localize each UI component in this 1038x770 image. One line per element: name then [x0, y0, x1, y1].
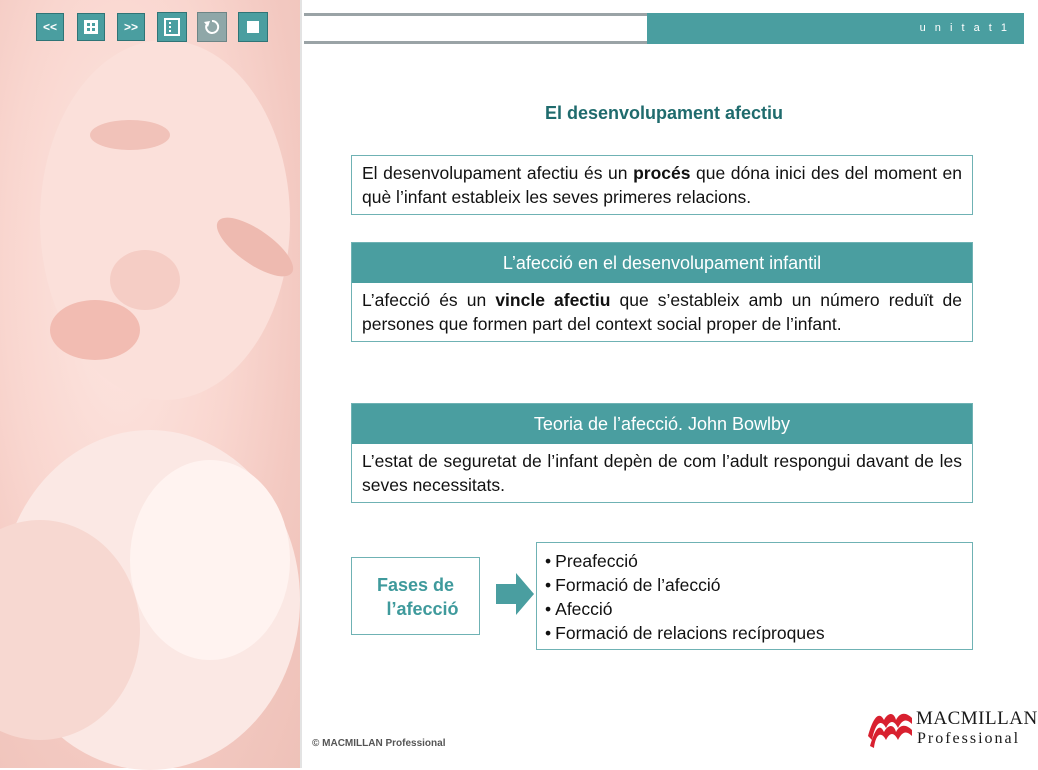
reload-icon — [203, 18, 221, 36]
unit-label: u n i t a t 1 — [919, 22, 1010, 34]
fases-label-line1: Fases de — [376, 575, 455, 595]
afeccio-box — [351, 242, 973, 342]
index-button[interactable] — [77, 13, 105, 41]
header-bar-right — [647, 13, 1024, 44]
fases-label-line2: l’afecció — [386, 599, 459, 619]
intro-text-bold: procés — [633, 163, 691, 183]
fases-label-box — [351, 557, 480, 635]
afeccio-heading: L’afecció en el desenvolupament infantil — [352, 243, 972, 283]
fases-list — [536, 542, 973, 650]
afeccio-text-pre: L’afecció és un — [362, 290, 496, 310]
menu-icon — [164, 18, 180, 36]
logo-text-sub: Professional — [917, 730, 1021, 747]
intro-box — [351, 155, 973, 215]
list-item: • Afecció — [545, 597, 964, 621]
list-item: • Preafecció — [545, 549, 964, 573]
intro-text-post: que dóna inici des del moment en què l’infant estableix les seves primeres relacions. — [362, 163, 962, 207]
page-title: El desenvolupament afectiu — [544, 103, 784, 123]
copyright-text: © MACMILLAN Professional — [312, 738, 446, 749]
afeccio-text-bold: vincle afectiu — [495, 290, 611, 310]
intro-text-pre: El desenvolupament afectiu és un — [362, 163, 634, 183]
previous-icon: << — [42, 20, 57, 34]
arrow-right-icon — [496, 573, 534, 615]
intro-text — [352, 156, 972, 214]
teoria-text: L’estat de seguretat de l’infant depèn de com l’adult respongui davant de les seves necessitats. — [362, 451, 962, 495]
next-button[interactable] — [117, 13, 145, 41]
afeccio-text — [352, 283, 972, 341]
list-item: • Formació de l’afecció — [545, 573, 964, 597]
menu-button[interactable] — [157, 12, 187, 42]
next-icon: >> — [123, 20, 138, 34]
afeccio-text-post: que s’estableix amb un número reduït de persones que formen part del context social proper de l’infant. — [362, 290, 962, 334]
header-bar-left — [304, 13, 647, 44]
reload-button[interactable] — [197, 12, 227, 42]
previous-button[interactable] — [36, 13, 64, 41]
list-item: • Formació de relacions recíproques — [545, 621, 964, 645]
teoria-heading: Teoria de l’afecció. John Bowlby — [352, 404, 972, 444]
logo-text-main: MACMILLAN — [916, 708, 1038, 729]
macmillan-logo-icon — [866, 706, 914, 750]
macmillan-logo — [866, 706, 1038, 752]
baby-photo — [0, 0, 302, 768]
teoria-box — [351, 403, 973, 503]
stop-button[interactable] — [238, 12, 268, 42]
index-icon — [83, 19, 99, 35]
stop-icon — [246, 20, 260, 34]
